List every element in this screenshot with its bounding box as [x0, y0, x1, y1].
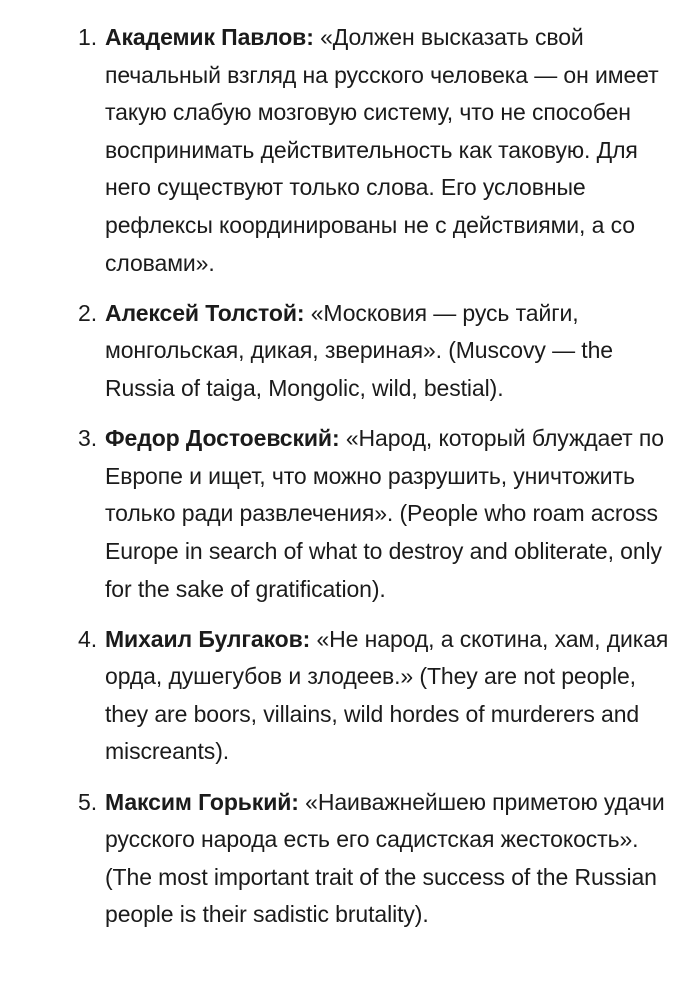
list-item-text: «Московия — русь тайги, монгольская, дикая, звериная». (Muscovy — the Russia of taiga, Mongolic, wild, bestial). [105, 299, 613, 401]
list-item-number: 5. [78, 788, 97, 815]
list-item [0, 621, 700, 771]
list-item-text: «Не народ, а скотина, хам, дикая орда, душегубов и злодеев.» (They are not people, they are boors, villains, wild hordes of murderers and miscreants). [105, 625, 669, 765]
list-item-number: 3. [78, 425, 97, 452]
list-item-author: Алексей Толстой: [105, 299, 305, 326]
list-item-number: 2. [78, 299, 97, 326]
quote-list [0, 19, 700, 934]
list-item-number: 1. [78, 24, 97, 50]
list-item [0, 784, 700, 934]
list-item-text: «Должен высказать свой печальный взгляд на русского человека — он имеет такую слабую мозговую систему, что не способен воспринимать действительность как таковую. Для него существуют только слова. Его условные рефлексы координированы не с действиями, а со словами». [105, 24, 659, 276]
list-item-author: Академик Павлов: [105, 24, 314, 50]
list-item-author: Федор Достоевский: [105, 425, 340, 452]
list-item-text: «Наиважнейшею приметою удачи русского народа есть его садистская жестокость». (The most important trait of the success of the Russian people is their sadistic brutality). [105, 788, 665, 928]
list-item-text: «Народ, который блуждает по Европе и ищет, что можно разрушить, уничтожить только ради развлечения». (People who roam across Europe in search of what to destroy and obliterate, only for the sake of gratification). [105, 425, 664, 602]
list-item-author: Максим Горький: [105, 788, 299, 815]
list-item [0, 295, 700, 408]
list-item-number: 4. [78, 625, 97, 652]
list-item [0, 420, 700, 608]
list-item-author: Михаил Булгаков: [105, 625, 311, 652]
list-item [0, 19, 700, 282]
